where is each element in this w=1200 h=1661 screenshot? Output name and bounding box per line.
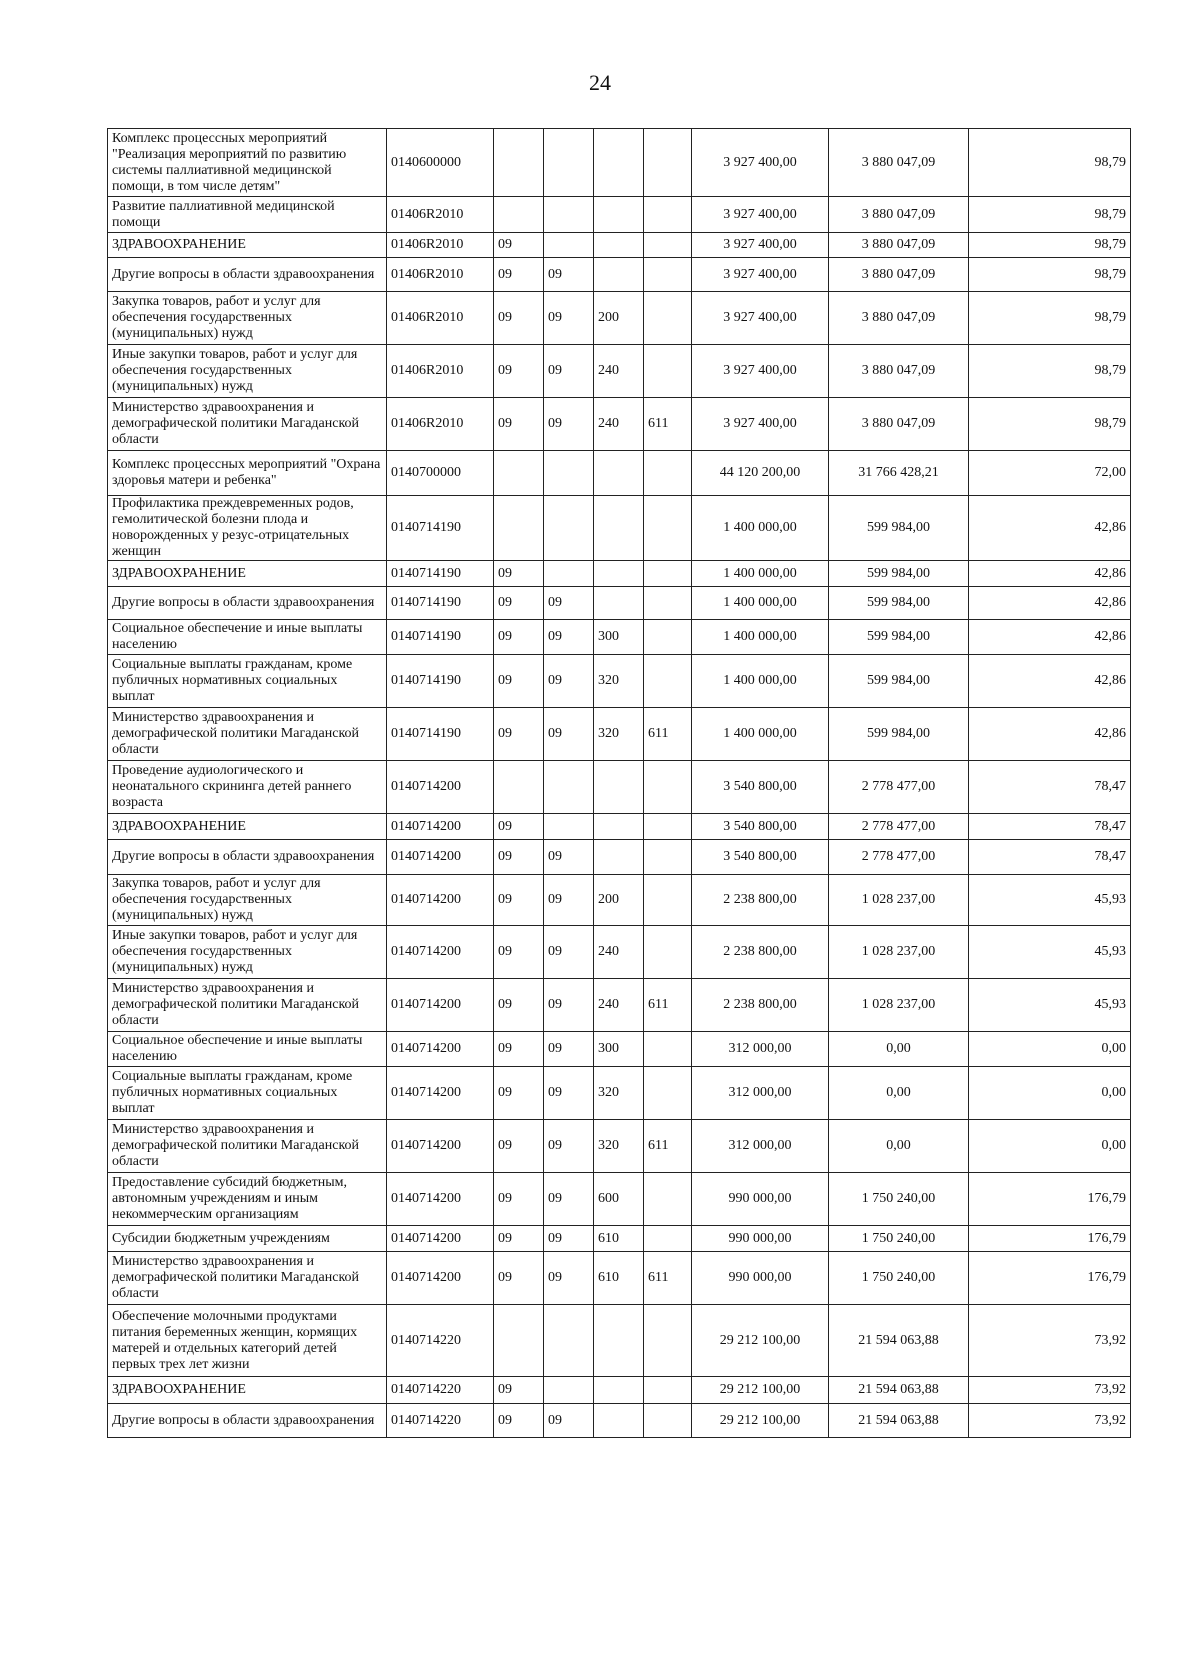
cell-subsection: 09 [544,840,594,875]
cell-expense-type: 320 [594,1067,644,1120]
cell-section: 09 [494,561,544,587]
table-row [108,1404,1131,1438]
cell-executed: 21 594 063,88 [829,1377,969,1404]
cell-gov-code [644,587,692,620]
cell-subsection [544,129,594,197]
cell-section: 09 [494,655,544,708]
cell-expense-type [594,1377,644,1404]
cell-gov-code [644,451,692,496]
cell-expense-type: 240 [594,345,644,398]
cell-subsection: 09 [544,620,594,655]
cell-target-code: 01406R2010 [387,197,494,233]
cell-planned: 44 120 200,00 [692,451,829,496]
cell-subsection: 09 [544,875,594,926]
cell-subsection: 09 [544,1067,594,1120]
page-number: 24 [589,70,611,95]
cell-section: 09 [494,926,544,979]
cell-planned: 3 927 400,00 [692,292,829,345]
cell-planned: 2 238 800,00 [692,875,829,926]
cell-subsection [544,1305,594,1377]
cell-planned: 3 927 400,00 [692,258,829,292]
cell-percent: 45,93 [969,979,1131,1032]
cell-target-code: 01406R2010 [387,258,494,292]
cell-section: 09 [494,1377,544,1404]
cell-subsection: 09 [544,1120,594,1173]
cell-gov-code [644,761,692,814]
cell-subsection [544,451,594,496]
cell-planned: 2 238 800,00 [692,979,829,1032]
cell-name: Обеспечение молочными продуктами питания беременных женщин, кормящих матерей и отдельных категорий детей первых трех лет жизни [108,1305,387,1377]
table-row [108,1377,1131,1404]
cell-executed: 3 880 047,09 [829,398,969,451]
cell-section: 09 [494,345,544,398]
cell-name: Социальные выплаты гражданам, кроме публичных нормативных социальных выплат [108,655,387,708]
cell-percent: 98,79 [969,233,1131,258]
cell-name: Комплекс процессных мероприятий "Охрана здоровья матери и ребенка" [108,451,387,496]
cell-planned: 1 400 000,00 [692,561,829,587]
cell-name: Другие вопросы в области здравоохранения [108,840,387,875]
cell-planned: 312 000,00 [692,1067,829,1120]
cell-executed: 599 984,00 [829,655,969,708]
budget-execution-table [107,128,1131,1438]
cell-gov-code [644,496,692,561]
cell-percent: 42,86 [969,708,1131,761]
cell-section: 09 [494,875,544,926]
cell-percent: 176,79 [969,1252,1131,1305]
cell-gov-code [644,345,692,398]
cell-subsection: 09 [544,1032,594,1067]
table-row [108,1226,1131,1252]
cell-expense-type [594,197,644,233]
cell-expense-type: 320 [594,1120,644,1173]
cell-planned: 3 540 800,00 [692,814,829,840]
table-row [108,926,1131,979]
cell-target-code: 0140714200 [387,1032,494,1067]
cell-gov-code [644,1404,692,1438]
table-row [108,1032,1131,1067]
cell-section: 09 [494,292,544,345]
cell-percent: 73,92 [969,1404,1131,1438]
cell-planned: 1 400 000,00 [692,655,829,708]
cell-section: 09 [494,1032,544,1067]
cell-executed: 3 880 047,09 [829,233,969,258]
cell-gov-code [644,1032,692,1067]
cell-percent: 0,00 [969,1032,1131,1067]
cell-target-code: 0140714200 [387,875,494,926]
cell-executed: 3 880 047,09 [829,258,969,292]
cell-gov-code [644,561,692,587]
cell-percent: 78,47 [969,814,1131,840]
cell-planned: 29 212 100,00 [692,1377,829,1404]
cell-target-code: 0140714190 [387,587,494,620]
cell-planned: 990 000,00 [692,1173,829,1226]
cell-subsection: 09 [544,345,594,398]
cell-expense-type: 240 [594,398,644,451]
cell-target-code: 0140714190 [387,496,494,561]
cell-percent: 72,00 [969,451,1131,496]
cell-subsection: 09 [544,587,594,620]
cell-gov-code: 611 [644,1252,692,1305]
cell-expense-type: 610 [594,1252,644,1305]
table-row [108,398,1131,451]
cell-name: Проведение аудиологического и неонатального скрининга детей раннего возраста [108,761,387,814]
table-row [108,620,1131,655]
cell-name: Социальные выплаты гражданам, кроме публичных нормативных социальных выплат [108,1067,387,1120]
cell-subsection [544,814,594,840]
cell-target-code: 01406R2010 [387,345,494,398]
cell-percent: 98,79 [969,292,1131,345]
cell-target-code: 0140714200 [387,761,494,814]
cell-executed: 0,00 [829,1120,969,1173]
cell-gov-code [644,292,692,345]
cell-percent: 42,86 [969,561,1131,587]
cell-expense-type [594,561,644,587]
cell-subsection: 09 [544,708,594,761]
cell-planned: 990 000,00 [692,1226,829,1252]
cell-gov-code [644,258,692,292]
cell-target-code: 0140714220 [387,1305,494,1377]
table-row [108,1067,1131,1120]
cell-percent: 78,47 [969,761,1131,814]
cell-name: Социальное обеспечение и иные выплаты населению [108,1032,387,1067]
cell-gov-code: 611 [644,708,692,761]
table-row [108,292,1131,345]
cell-subsection [544,197,594,233]
cell-expense-type: 300 [594,1032,644,1067]
cell-expense-type [594,129,644,197]
cell-section [494,451,544,496]
cell-expense-type [594,258,644,292]
cell-section: 09 [494,1404,544,1438]
cell-executed: 3 880 047,09 [829,345,969,398]
cell-planned: 1 400 000,00 [692,708,829,761]
cell-target-code: 0140714220 [387,1377,494,1404]
cell-expense-type [594,761,644,814]
cell-section: 09 [494,398,544,451]
cell-section: 09 [494,1120,544,1173]
cell-target-code: 0140714190 [387,620,494,655]
cell-expense-type [594,587,644,620]
cell-name: Другие вопросы в области здравоохранения [108,587,387,620]
cell-executed: 1 028 237,00 [829,926,969,979]
cell-section: 09 [494,587,544,620]
cell-subsection [544,561,594,587]
cell-gov-code [644,1226,692,1252]
table-row [108,129,1131,197]
table-row [108,840,1131,875]
cell-target-code: 0140714190 [387,561,494,587]
cell-planned: 3 927 400,00 [692,197,829,233]
cell-planned: 29 212 100,00 [692,1305,829,1377]
table-row [108,496,1131,561]
cell-subsection: 09 [544,398,594,451]
table-row [108,708,1131,761]
cell-gov-code [644,655,692,708]
cell-planned: 29 212 100,00 [692,1404,829,1438]
cell-gov-code [644,1067,692,1120]
cell-percent: 98,79 [969,197,1131,233]
table-row [108,979,1131,1032]
cell-executed: 3 880 047,09 [829,129,969,197]
cell-name: Социальное обеспечение и иные выплаты населению [108,620,387,655]
cell-executed: 3 880 047,09 [829,292,969,345]
cell-gov-code [644,620,692,655]
cell-gov-code [644,129,692,197]
cell-target-code: 0140714200 [387,1173,494,1226]
cell-percent: 78,47 [969,840,1131,875]
table-body [108,129,1131,1438]
cell-percent: 0,00 [969,1067,1131,1120]
cell-executed: 2 778 477,00 [829,761,969,814]
cell-percent: 42,86 [969,587,1131,620]
cell-target-code: 0140714200 [387,840,494,875]
cell-executed: 21 594 063,88 [829,1404,969,1438]
cell-subsection [544,496,594,561]
cell-target-code: 0140714200 [387,1252,494,1305]
cell-executed: 1 750 240,00 [829,1226,969,1252]
cell-subsection: 09 [544,1226,594,1252]
cell-planned: 1 400 000,00 [692,496,829,561]
table-row [108,197,1131,233]
cell-target-code: 0140600000 [387,129,494,197]
cell-executed: 599 984,00 [829,620,969,655]
cell-planned: 3 540 800,00 [692,840,829,875]
cell-section: 09 [494,1226,544,1252]
cell-expense-type [594,1305,644,1377]
cell-gov-code [644,814,692,840]
table-row [108,875,1131,926]
cell-planned: 3 540 800,00 [692,761,829,814]
cell-subsection: 09 [544,655,594,708]
cell-name: Иные закупки товаров, работ и услуг для обеспечения государственных (муниципальных) нужд [108,926,387,979]
cell-name: Иные закупки товаров, работ и услуг для обеспечения государственных (муниципальных) нужд [108,345,387,398]
cell-name: ЗДРАВООХРАНЕНИЕ [108,561,387,587]
cell-percent: 42,86 [969,496,1131,561]
cell-executed: 3 880 047,09 [829,197,969,233]
cell-target-code: 0140700000 [387,451,494,496]
cell-subsection [544,233,594,258]
cell-section: 09 [494,708,544,761]
cell-name: Предоставление субсидий бюджетным, автономным учреждениям и иным некоммерческим организациям [108,1173,387,1226]
cell-subsection: 09 [544,979,594,1032]
cell-target-code: 0140714190 [387,708,494,761]
cell-planned: 1 400 000,00 [692,587,829,620]
cell-executed: 0,00 [829,1067,969,1120]
cell-section [494,761,544,814]
cell-percent: 73,92 [969,1305,1131,1377]
cell-executed: 31 766 428,21 [829,451,969,496]
cell-target-code: 0140714200 [387,1120,494,1173]
table-row [108,345,1131,398]
cell-section: 09 [494,840,544,875]
cell-target-code: 0140714200 [387,926,494,979]
cell-name: Закупка товаров, работ и услуг для обеспечения государственных (муниципальных) нужд [108,875,387,926]
cell-target-code: 0140714200 [387,1067,494,1120]
cell-name: Министерство здравоохранения и демографической политики Магаданской области [108,979,387,1032]
cell-expense-type: 200 [594,292,644,345]
cell-name: Министерство здравоохранения и демографической политики Магаданской области [108,1120,387,1173]
cell-name: Министерство здравоохранения и демографической политики Магаданской области [108,1252,387,1305]
cell-percent: 176,79 [969,1226,1131,1252]
cell-name: Субсидии бюджетным учреждениям [108,1226,387,1252]
cell-gov-code [644,1305,692,1377]
table-row [108,561,1131,587]
cell-subsection: 09 [544,292,594,345]
cell-expense-type: 610 [594,1226,644,1252]
cell-executed: 599 984,00 [829,708,969,761]
cell-subsection: 09 [544,1173,594,1226]
table-row [108,258,1131,292]
cell-percent: 73,92 [969,1377,1131,1404]
cell-target-code: 0140714190 [387,655,494,708]
cell-gov-code: 611 [644,398,692,451]
cell-percent: 98,79 [969,398,1131,451]
cell-planned: 2 238 800,00 [692,926,829,979]
cell-section [494,496,544,561]
cell-expense-type [594,233,644,258]
cell-executed: 599 984,00 [829,587,969,620]
cell-section [494,1305,544,1377]
cell-executed: 1 750 240,00 [829,1173,969,1226]
cell-target-code: 0140714200 [387,979,494,1032]
cell-subsection: 09 [544,258,594,292]
cell-name: Министерство здравоохранения и демографической политики Магаданской области [108,398,387,451]
cell-gov-code [644,1173,692,1226]
cell-name: ЗДРАВООХРАНЕНИЕ [108,233,387,258]
cell-percent: 98,79 [969,129,1131,197]
cell-planned: 990 000,00 [692,1252,829,1305]
cell-executed: 599 984,00 [829,561,969,587]
cell-name: ЗДРАВООХРАНЕНИЕ [108,814,387,840]
cell-section [494,197,544,233]
cell-name: ЗДРАВООХРАНЕНИЕ [108,1377,387,1404]
cell-section: 09 [494,233,544,258]
table-row [108,451,1131,496]
cell-gov-code [644,840,692,875]
cell-subsection [544,1377,594,1404]
cell-executed: 2 778 477,00 [829,814,969,840]
table-row [108,761,1131,814]
cell-planned: 3 927 400,00 [692,398,829,451]
cell-planned: 312 000,00 [692,1032,829,1067]
cell-subsection: 09 [544,1252,594,1305]
cell-planned: 3 927 400,00 [692,129,829,197]
cell-target-code: 0140714220 [387,1404,494,1438]
cell-executed: 1 028 237,00 [829,875,969,926]
table-row [108,814,1131,840]
cell-expense-type [594,840,644,875]
cell-percent: 42,86 [969,655,1131,708]
cell-expense-type: 320 [594,655,644,708]
table-row [108,1305,1131,1377]
cell-gov-code: 611 [644,979,692,1032]
cell-section: 09 [494,620,544,655]
cell-planned: 3 927 400,00 [692,345,829,398]
cell-name: Профилактика преждевременных родов, гемолитической болезни плода и новорожденных у резус-отрицательных женщин [108,496,387,561]
cell-gov-code [644,875,692,926]
cell-expense-type: 200 [594,875,644,926]
cell-executed: 1 028 237,00 [829,979,969,1032]
cell-expense-type [594,451,644,496]
cell-name: Другие вопросы в области здравоохранения [108,1404,387,1438]
cell-percent: 176,79 [969,1173,1131,1226]
cell-executed: 21 594 063,88 [829,1305,969,1377]
cell-gov-code [644,233,692,258]
cell-name: Развитие паллиативной медицинской помощи [108,197,387,233]
cell-planned: 1 400 000,00 [692,620,829,655]
table-row [108,233,1131,258]
cell-expense-type: 320 [594,708,644,761]
cell-subsection [544,761,594,814]
cell-percent: 45,93 [969,875,1131,926]
cell-expense-type: 240 [594,926,644,979]
cell-percent: 42,86 [969,620,1131,655]
cell-target-code: 01406R2010 [387,398,494,451]
cell-section: 09 [494,1252,544,1305]
cell-expense-type: 300 [594,620,644,655]
table-row [108,587,1131,620]
table-row [108,1252,1131,1305]
cell-section: 09 [494,814,544,840]
table-row [108,1120,1131,1173]
cell-gov-code [644,197,692,233]
cell-expense-type: 600 [594,1173,644,1226]
cell-executed: 0,00 [829,1032,969,1067]
cell-subsection: 09 [544,1404,594,1438]
cell-executed: 1 750 240,00 [829,1252,969,1305]
cell-section [494,129,544,197]
cell-section: 09 [494,1173,544,1226]
table-row [108,655,1131,708]
cell-percent: 45,93 [969,926,1131,979]
cell-section: 09 [494,979,544,1032]
cell-percent: 98,79 [969,258,1131,292]
cell-planned: 312 000,00 [692,1120,829,1173]
cell-executed: 2 778 477,00 [829,840,969,875]
cell-expense-type [594,1404,644,1438]
cell-expense-type [594,814,644,840]
table-row [108,1173,1131,1226]
cell-target-code: 01406R2010 [387,292,494,345]
cell-subsection: 09 [544,926,594,979]
cell-target-code: 0140714200 [387,814,494,840]
cell-section: 09 [494,258,544,292]
cell-target-code: 0140714200 [387,1226,494,1252]
cell-gov-code [644,1377,692,1404]
cell-name: Закупка товаров, работ и услуг для обеспечения государственных (муниципальных) нужд [108,292,387,345]
cell-name: Другие вопросы в области здравоохранения [108,258,387,292]
cell-planned: 3 927 400,00 [692,233,829,258]
cell-expense-type [594,496,644,561]
cell-expense-type: 240 [594,979,644,1032]
cell-gov-code [644,926,692,979]
cell-percent: 0,00 [969,1120,1131,1173]
cell-section: 09 [494,1067,544,1120]
cell-target-code: 01406R2010 [387,233,494,258]
cell-percent: 98,79 [969,345,1131,398]
cell-executed: 599 984,00 [829,496,969,561]
cell-name: Комплекс процессных мероприятий "Реализация мероприятий по развитию системы паллиативной медицинской помощи, в том числе детям" [108,129,387,197]
cell-gov-code: 611 [644,1120,692,1173]
cell-name: Министерство здравоохранения и демографической политики Магаданской области [108,708,387,761]
